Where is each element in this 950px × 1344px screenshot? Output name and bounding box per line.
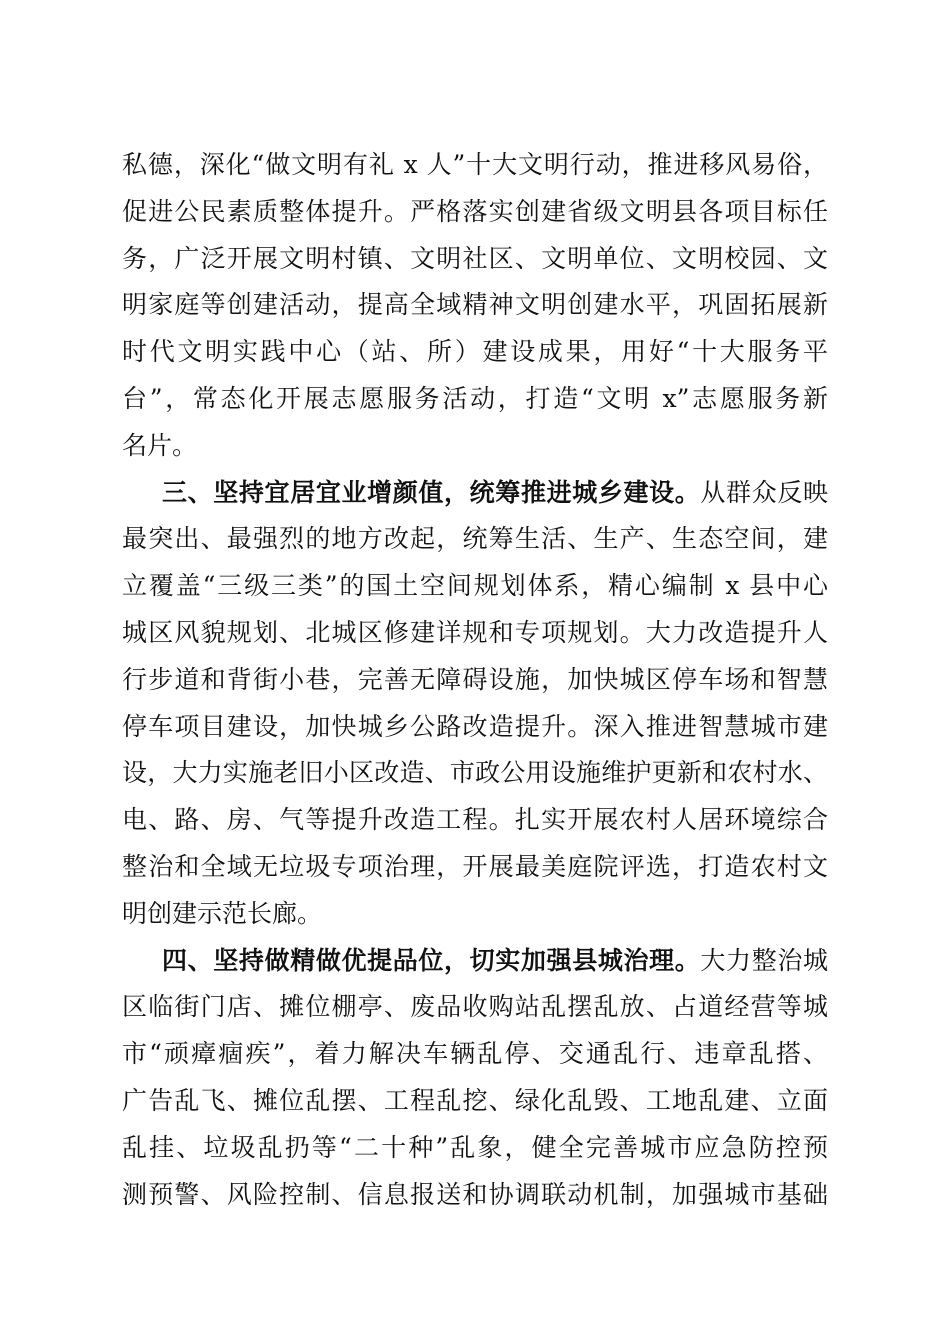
paragraph-urban-rural-construction xyxy=(122,470,828,938)
text-line: 行步道和背街小巷，完善无障碍设施，加快城区停车场和智慧 xyxy=(122,664,828,694)
text-line: 私德，深化“做文明有礼 x 人”十大文明行动，推进移风易俗， xyxy=(122,150,828,179)
text-line: 务，广泛开展文明村镇、文明社区、文明单位、文明校园、文 xyxy=(122,243,828,273)
text-line: 时代文明实践中心（站、所）建设成果，用好“十大服务平 xyxy=(122,337,828,367)
text-line: 乱挂、垃圾乱扔等“二十种”乱象，健全完善城市应急防控预 xyxy=(122,1132,828,1162)
text-run: 大力整治城 xyxy=(700,945,828,975)
paragraph-county-governance xyxy=(122,938,828,1219)
text-line: 台”，常态化开展志愿服务活动，打造“文明 x”志愿服务新 xyxy=(122,383,828,413)
text-line xyxy=(122,470,828,517)
paragraph-civilization xyxy=(122,142,828,470)
text-line: 城区风貌规划、北城区修建详规和专项规划。大力改造提升人 xyxy=(122,617,828,647)
text-line: 促进公民素质整体提升。严格落实创建省级文明县各项目标任 xyxy=(122,196,828,226)
text-line: 市“顽瘴痼疾”，着力解决车辆乱停、交通乱行、违章乱搭、 xyxy=(122,1039,828,1069)
text-line xyxy=(122,938,828,985)
text-line: 立覆盖“三级三类”的国土空间规划体系，精心编制 x 县中心 xyxy=(122,571,828,601)
text-line: 设，大力实施老旧小区改造、市政公用设施维护更新和农村水、 xyxy=(122,758,828,788)
text-line: 整治和全域无垃圾专项治理，开展最美庭院评选，打造农村文 xyxy=(122,851,828,881)
text-run: 从群众反映 xyxy=(700,477,828,507)
text-line: 最突出、最强烈的地方改起，统筹生活、生产、生态空间，建 xyxy=(122,524,828,554)
text-line: 明创建示范长廊。 xyxy=(122,898,323,928)
text-line: 区临街门店、摊位棚亭、废品收购站乱摆乱放、占道经营等城 xyxy=(122,992,828,1022)
text-line: 明家庭等创建活动，提高全域精神文明创建水平，巩固拓展新 xyxy=(122,290,828,320)
text-line: 电、路、房、气等提升改造工程。扎实开展农村人居环境综合 xyxy=(122,805,828,835)
text-line: 停车项目建设，加快城乡公路改造提升。深入推进智慧城市建 xyxy=(122,711,828,741)
text-line: 测预警、风险控制、信息报送和协调联动机制，加强城市基础 xyxy=(122,1179,828,1209)
section-heading: 四、坚持做精做优提品位，切实加强县城治理。 xyxy=(162,945,701,975)
text-line: 广告乱飞、摊位乱摆、工程乱挖、绿化乱毁、工地乱建、立面 xyxy=(122,1085,828,1115)
document-body xyxy=(122,142,828,1218)
section-heading: 三、坚持宜居宜业增颜值，统筹推进城乡建设。 xyxy=(162,477,701,507)
text-line: 名片。 xyxy=(122,430,198,460)
